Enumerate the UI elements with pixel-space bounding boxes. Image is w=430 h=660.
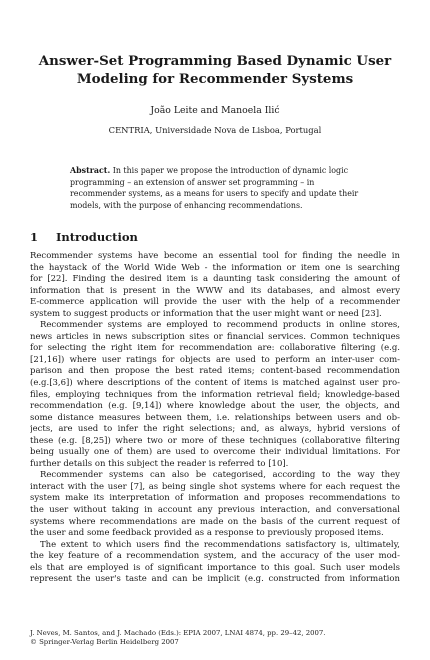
body-line: for selecting the right item for recommendation are: collaborative filtering (e.g. xyxy=(30,343,400,354)
body-line: for [22]. Finding the desired item is a daunting task considering the amount of xyxy=(30,274,400,285)
body-line: the user without taking in account any previous interaction, and conversational xyxy=(30,505,400,516)
footnote xyxy=(30,629,400,648)
body-line: The extent to which users find the recommendations satisfactory is, ultimately, xyxy=(40,539,400,550)
footnote-copyright: © Springer-Verlag Berlin Heidelberg 2007 xyxy=(30,638,179,647)
body-line: Recommender systems have become an essential tool for finding the needle in xyxy=(30,251,400,261)
body-line: [21,16]) where user ratings for objects are used to perform an inter-user com- xyxy=(30,354,400,365)
body-line: system make its interpretation of information and proposes recommendations to xyxy=(30,493,400,504)
paper-title-line2: Modeling for Recommender Systems xyxy=(76,71,354,87)
body-line: being usually one of them) are used to overcome their individual limitations. For xyxy=(30,447,400,458)
body-line: E-commerce application will provide the user with the help of a recommender xyxy=(30,297,400,308)
abstract-text: In this paper we propose the introduction of dynamic logic programming – an extension of answer set programming – in recommender systems, as a means for users to specify and update their models, with the purpose of enhancing recommendations. xyxy=(70,166,359,210)
body-line: Recommender systems are employed to recommend products in online stores, xyxy=(40,320,400,331)
body-line: system to suggest products or information that the user might want or need [23]. xyxy=(30,308,382,319)
abstract-label: Abstract. xyxy=(70,166,111,175)
body-line: jects, are used to infer the right selections; and, as always, hybrid versions of xyxy=(30,424,400,435)
body-line: the user and some feedback provided as a response to previously proposed items. xyxy=(30,528,384,539)
paper-title xyxy=(20,52,410,88)
body-line: the haystack of the World Wide Web - the information or item one is searching xyxy=(30,262,400,273)
body-line: these (e.g. [8,25]) where two or more of these techniques (collaborative filtering xyxy=(30,435,400,446)
paper-authors: João Leite and Manoela Ilić xyxy=(150,105,280,116)
body-line: the key feature of a recommendation system, and the accuracy of the user mod- xyxy=(30,551,400,562)
body-line: news articles in news subscription sites or financial services. Common techniques xyxy=(30,331,400,342)
section-number: 1 xyxy=(30,230,39,244)
body-line: els that are employed is of significant importance to this goal. Such user models xyxy=(30,562,400,573)
body-line: interact with the user [7], as being single shot systems where for each request the xyxy=(30,481,400,492)
paper-affiliation: CENTRIA, Universidade Nova de Lisboa, Portugal xyxy=(108,125,322,135)
body-line: information that is present in the WWW and its databases, and almost every xyxy=(30,285,400,296)
body-line: parison and then propose the best rated items; content-based recommendation xyxy=(30,366,400,377)
body-text xyxy=(30,251,400,586)
body-line: represent the user's taste and can be implicit (e.g. constructed from information xyxy=(30,574,400,585)
abstract xyxy=(70,165,362,211)
body-line: Recommender systems can also be categorised, according to the way they xyxy=(40,470,400,481)
body-line: (e.g.[3,6]) where descriptions of the content of items is matched against user pro- xyxy=(30,378,400,389)
body-line: systems where recommendations are made on the basis of the current request of xyxy=(30,516,400,527)
body-line: some distance measures between them, i.e. relationships between users and ob- xyxy=(30,412,400,423)
paper-title-line1: Answer-Set Programming Based Dynamic User xyxy=(38,53,392,69)
body-line: files, employing techniques from the information retrieval field; knowledge-based xyxy=(30,389,400,400)
body-line: recommendation (e.g. [9,14]) where knowledge about the user, the objects, and xyxy=(30,401,400,412)
section-heading xyxy=(30,230,400,244)
body-line: further details on this subject the reader is referred to [10]. xyxy=(30,458,289,469)
footnote-citation: J. Neves, M. Santos, and J. Machado (Eds.): EPIA 2007, LNAI 4874, pp. 29–42, 2007. xyxy=(30,629,326,637)
section-title: Introduction xyxy=(56,230,138,244)
